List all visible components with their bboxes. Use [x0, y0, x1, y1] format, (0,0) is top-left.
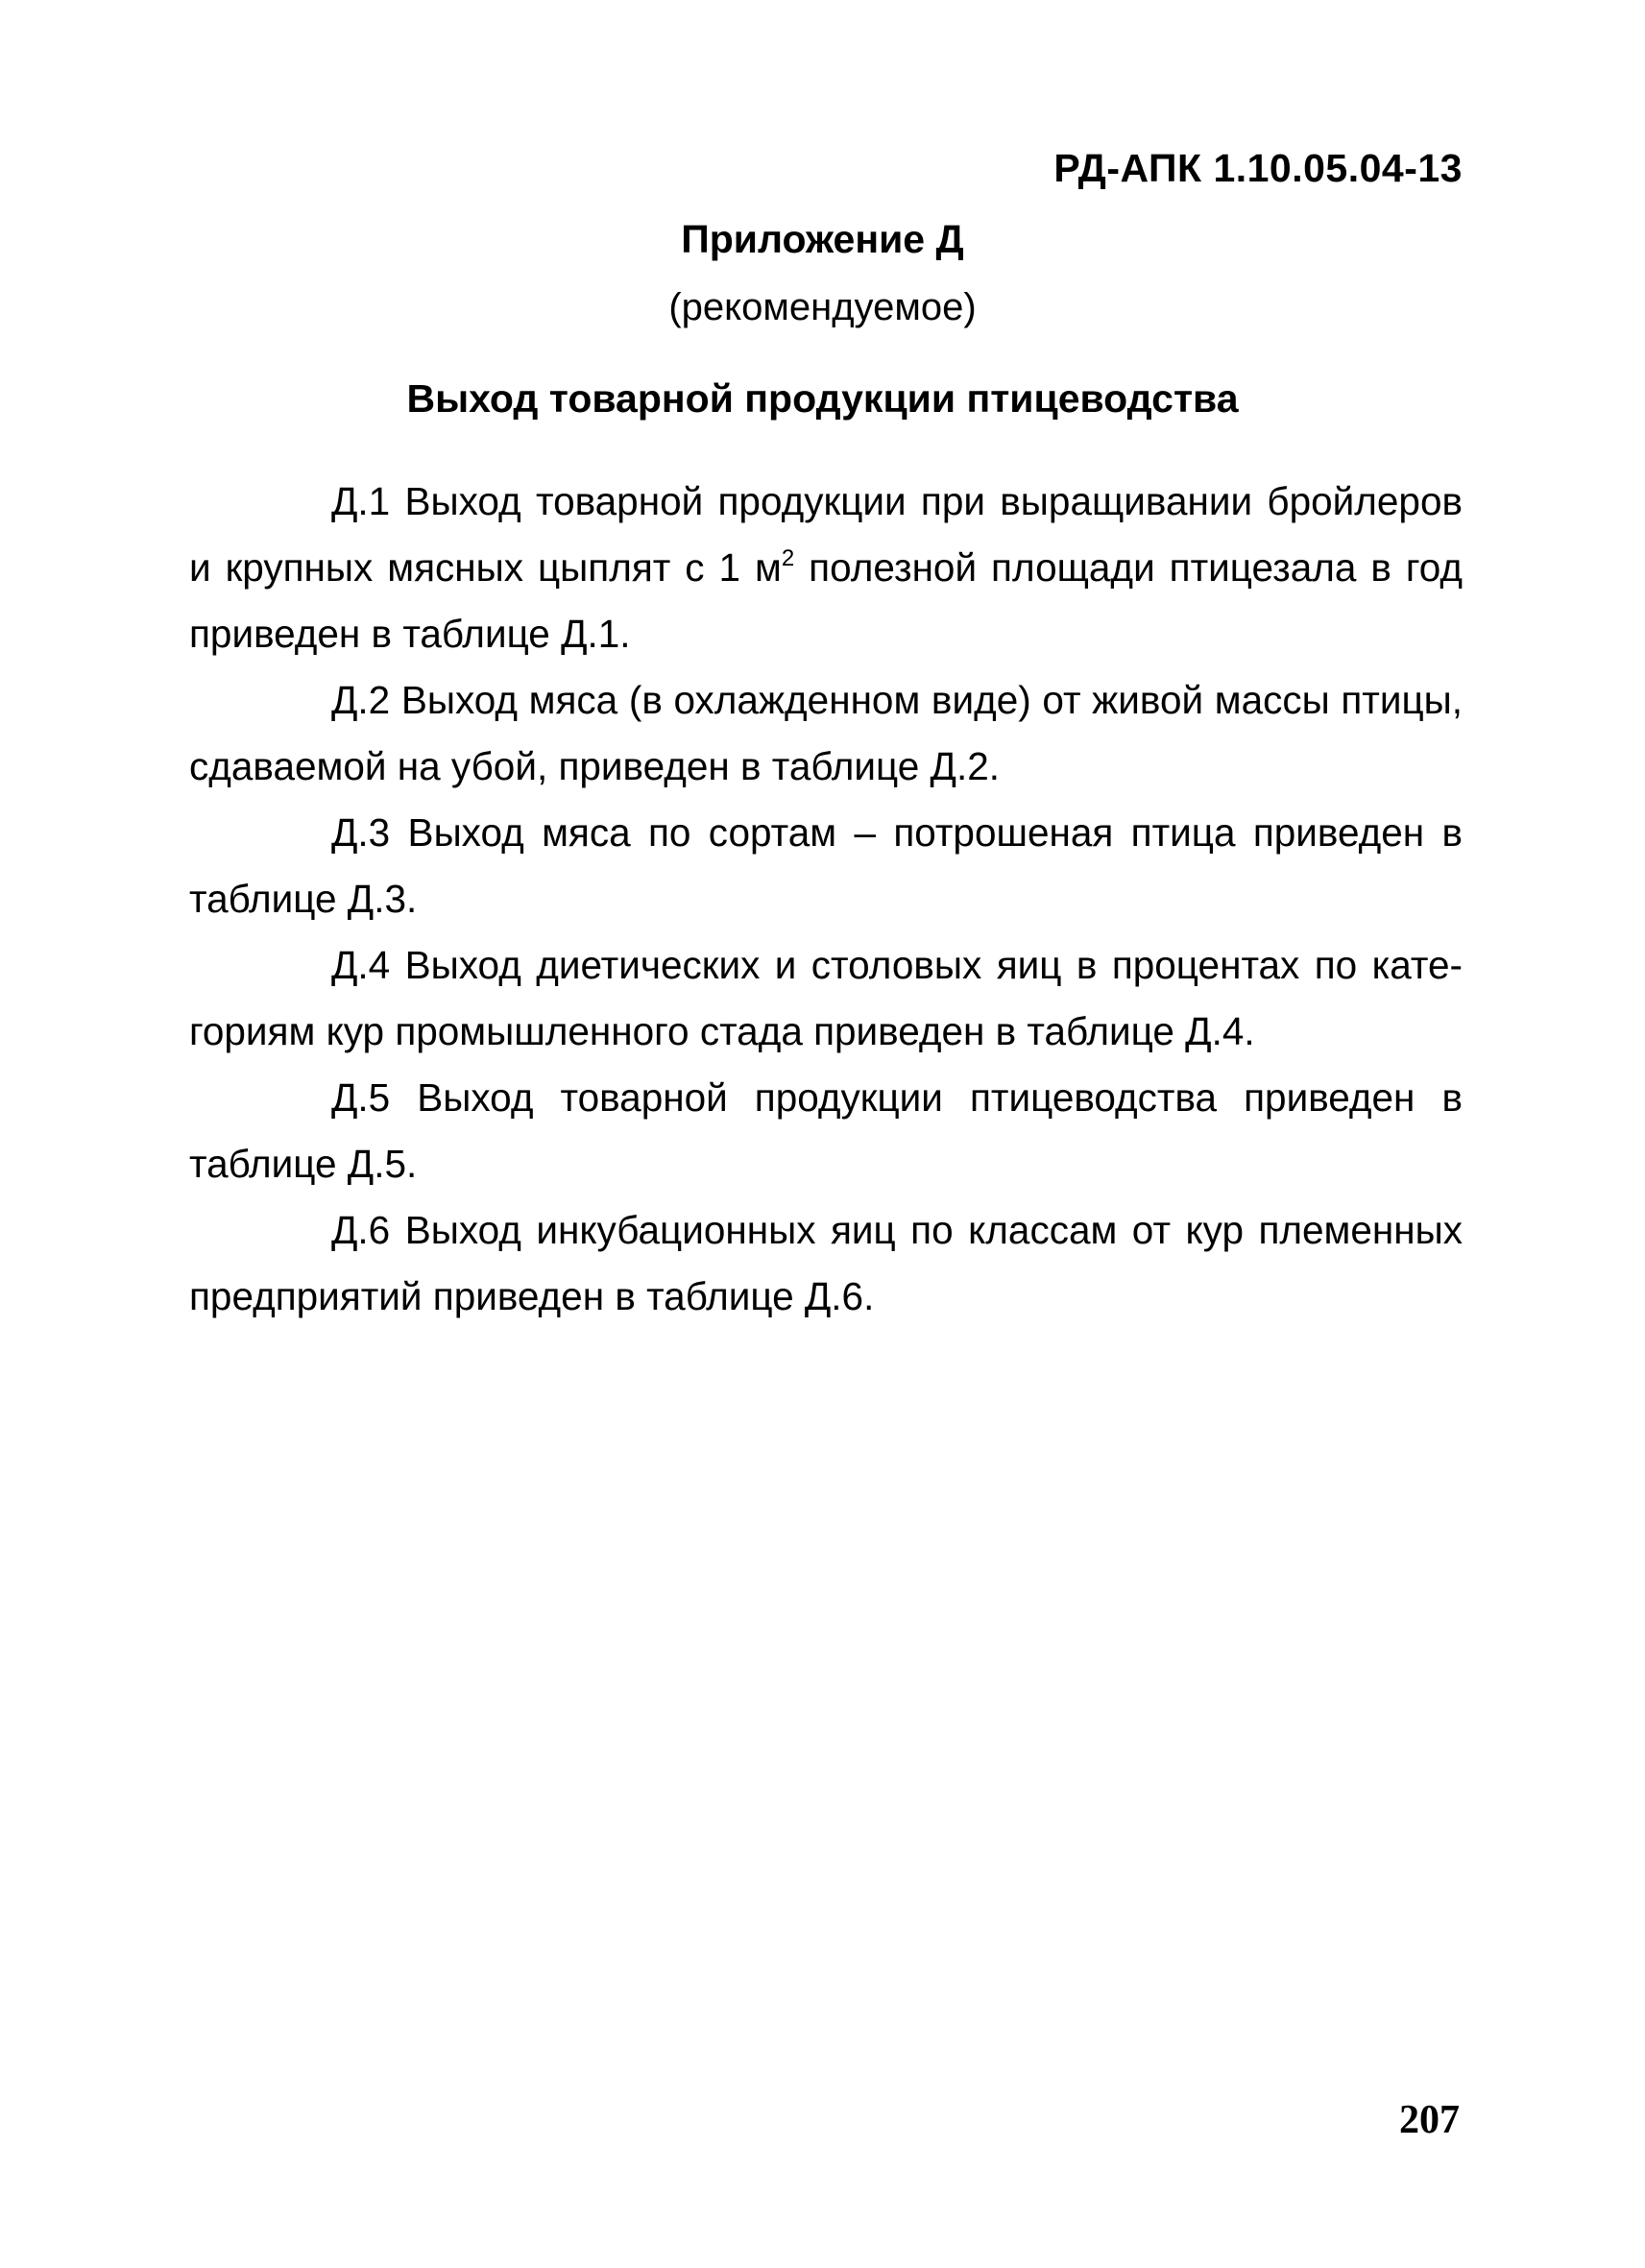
appendix-status: (рекомендуемое): [668, 286, 977, 328]
paragraph-d2: Д.2 Выход мяса (в охлажденном виде) от живой массы птицы, сдаваемой на убой, приведен в таблице Д.2.: [189, 678, 1463, 788]
body-text: [189, 469, 1463, 1330]
paragraph-d6: Д.6 Выход инкубационных яиц по классам от кур племенных предприятий приведен в таблице Д.6.: [189, 1208, 1463, 1318]
section-heading: Выход товарной продукции птицеводства: [406, 376, 1239, 421]
paragraph-d4: Д.4 Выход диетических и столовых яиц в процентах по категориям кур промышленного стада приведен в таблице Д.4.: [189, 943, 1463, 1053]
paragraph-d1-text-a: Д.1 Выход товарной продукции при выращивании бройлеров и крупных мясных цыплят с 1 м: [189, 479, 1463, 590]
paragraph-d5: Д.5 Выход товарной продукции птицеводства приведен в таблице Д.5.: [189, 1075, 1463, 1186]
appendix-title: Приложение Д: [681, 217, 964, 261]
document-code: РД-АПК 1.10.05.04-13: [1053, 146, 1463, 190]
page-number: 207: [1399, 2098, 1460, 2142]
paragraph-d3: Д.3 Выход мяса по сортам – потрошеная птица приведен в таблице Д.3.: [189, 810, 1463, 921]
square-meter-superscript: 2: [781, 544, 795, 571]
paragraph-d1: [189, 469, 1463, 667]
paragraph-d1-text-b: полезной площади птицезала в год приведен в таблице Д.1.: [189, 545, 1463, 656]
